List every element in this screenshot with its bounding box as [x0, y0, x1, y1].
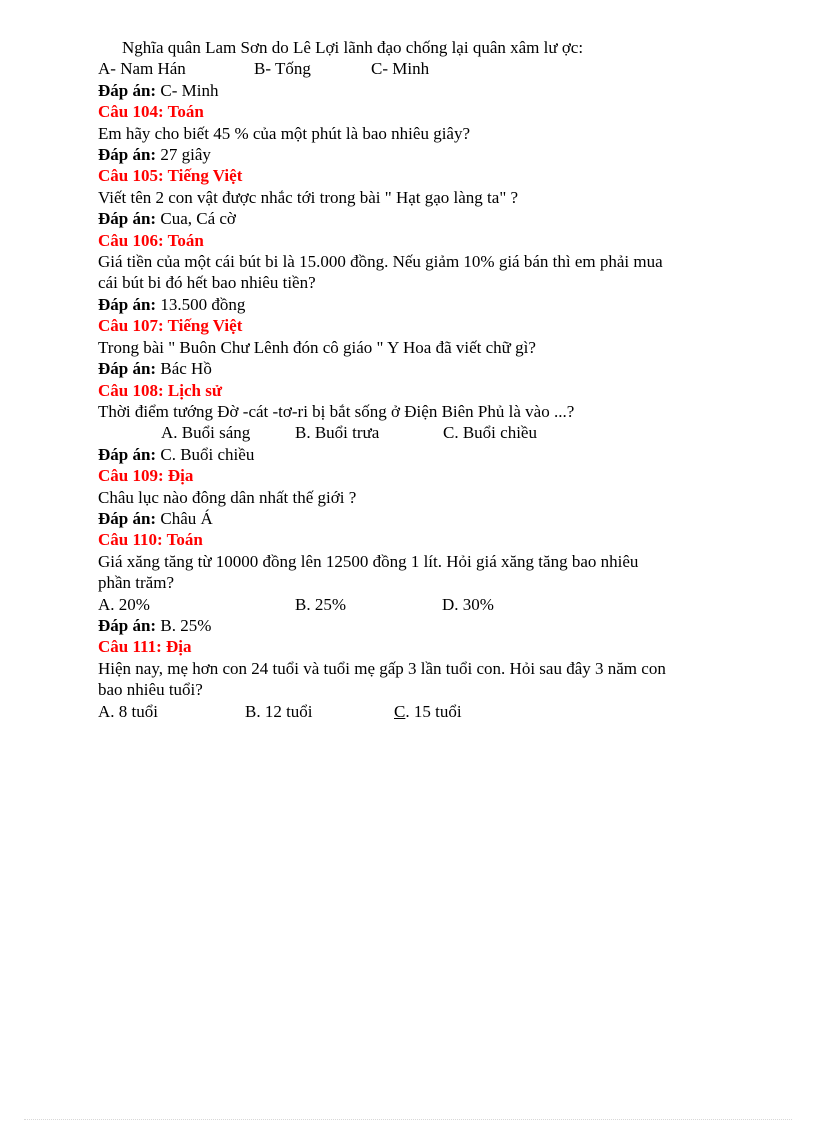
intro-question: Nghĩa quân Lam Sơn do Lê Lợi lãnh đạo chống lại quân xâm lư ợc: — [122, 38, 584, 57]
answer-label: Đáp án: — [98, 508, 157, 528]
option-111-c — [394, 701, 462, 722]
question-title-104: Câu 104: Toán — [98, 102, 204, 122]
answer-label: Đáp án: — [98, 294, 157, 314]
intro-answer — [98, 80, 758, 101]
question-title-110: Câu 110: Toán — [98, 530, 203, 550]
answer-108 — [98, 444, 758, 465]
question-text-106-line1: Giá tiền của một cái bút bi là 15.000 đồng. Nếu giảm 10% giá bán thì em phải mua — [98, 252, 663, 272]
answer-text: Bác Hồ — [160, 359, 212, 379]
answer-label: Đáp án: — [98, 359, 157, 379]
option-108-a: A. Buổi sáng — [161, 423, 251, 443]
question-title-106: Câu 106: Toán — [98, 230, 204, 250]
answer-text: 27 giây — [160, 145, 211, 165]
options-110 — [98, 594, 758, 615]
question-title-109: Câu 109: Địa — [98, 466, 194, 486]
question-text-104: Em hãy cho biết 45 % của một phút là bao nhiêu giây? — [98, 123, 471, 143]
answer-text: C. Buổi chiều — [160, 444, 255, 464]
answer-109 — [98, 508, 758, 529]
question-text-106-line2: cái bút bi đó hết bao nhiêu tiền? — [98, 273, 316, 293]
answer-text: Châu Á — [160, 508, 213, 528]
intro-option-a: A- Nam Hán — [98, 59, 186, 79]
option-108-c: C. Buổi chiều — [443, 423, 537, 443]
intro-option-b: B- Tống — [254, 59, 311, 79]
answer-105 — [98, 208, 758, 229]
intro-options — [98, 58, 758, 79]
answer-label: Đáp án: — [98, 209, 157, 229]
option-108-b: B. Buổi trưa — [295, 423, 380, 443]
option-110-d: D. 30% — [442, 594, 494, 614]
question-title-111: Câu 111: Địa — [98, 637, 192, 657]
document-page — [98, 37, 758, 722]
answer-text: B. 25% — [160, 615, 212, 635]
answer-label: Đáp án: — [98, 80, 157, 100]
option-111-c-rest: . 15 tuổi — [405, 701, 462, 721]
question-text-111-line1: Hiện nay, mẹ hơn con 24 tuổi và tuổi mẹ gấp 3 lần tuổi con. Hỏi sau đây 3 năm con — [98, 658, 666, 678]
option-111-b: B. 12 tuổi — [245, 701, 313, 721]
question-title-108: Câu 108: Lịch sử — [98, 380, 223, 400]
answer-text: 13.500 đồng — [160, 294, 246, 314]
question-text-110-line1: Giá xăng tăng từ 10000 đồng lên 12500 đồng 1 lít. Hỏi giá xăng tăng bao nhiêu — [98, 551, 639, 571]
options-111 — [98, 701, 758, 722]
answer-106 — [98, 294, 758, 315]
answer-label: Đáp án: — [98, 444, 157, 464]
question-text-108: Thời điểm tướng Đờ -cát -tơ-ri bị bắt sống ở Điện Biên Phủ là vào ...? — [98, 401, 575, 421]
option-111-a: A. 8 tuổi — [98, 701, 158, 721]
options-108 — [98, 422, 758, 443]
answer-104 — [98, 144, 758, 165]
question-title-107: Câu 107: Tiếng Việt — [98, 316, 243, 336]
option-111-c-letter: C — [394, 701, 406, 721]
question-text-109: Châu lục nào đông dân nhất thế giới ? — [98, 487, 357, 507]
answer-label: Đáp án: — [98, 145, 157, 165]
question-text-107: Trong bài " Buôn Chư Lênh đón cô giáo " Y Hoa đã viết chữ gì? — [98, 337, 536, 357]
question-title-105: Câu 105: Tiếng Việt — [98, 166, 243, 186]
intro-option-c: C- Minh — [371, 59, 430, 79]
question-text-105: Viết tên 2 con vật được nhắc tới trong bài " Hạt gạo làng ta" ? — [98, 187, 519, 207]
answer-text: Cua, Cá cờ — [160, 209, 236, 229]
answer-110 — [98, 615, 758, 636]
page-bottom-divider — [24, 1119, 792, 1120]
option-110-b: B. 25% — [295, 594, 346, 614]
option-110-a: A. 20% — [98, 594, 150, 614]
question-text-110-line2: phần trăm? — [98, 573, 174, 593]
question-text-111-line2: bao nhiêu tuổi? — [98, 680, 203, 700]
answer-107 — [98, 358, 758, 379]
answer-label: Đáp án: — [98, 615, 157, 635]
answer-text: C- Minh — [160, 80, 219, 100]
